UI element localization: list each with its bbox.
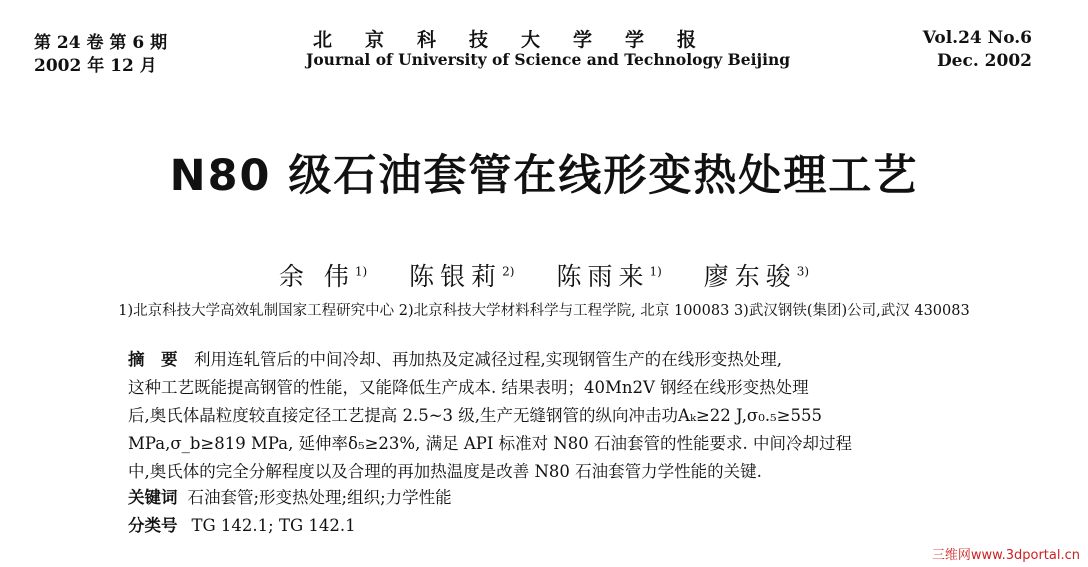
author-name: 陈雨来 — [556, 262, 650, 291]
author — [279, 257, 367, 293]
keywords-label: 关键词 — [128, 488, 178, 507]
classification-number — [128, 512, 356, 540]
abstract-line: 中,奥氏体的完全分解程度以及合理的再加热温度是改善 N80 石油套管力学性能的关键. — [128, 462, 762, 481]
classification-text: TG 142.1; TG 142.1 — [191, 516, 356, 535]
keywords — [128, 484, 452, 512]
volume-issue-en: Vol.24 No.6 — [922, 28, 1032, 48]
journal-name-cn: 北京科技大学学报 — [313, 29, 730, 51]
abstract-line: 这种工艺既能提高钢管的性能，又能降低生产成本. 结果表明；40Mn2V 钢经在线形变热处理 — [128, 378, 809, 397]
affiliation-mark: 1) — [354, 264, 368, 279]
abstract-label: 摘 要 — [128, 350, 178, 369]
affiliation-mark: 3) — [796, 264, 810, 279]
author — [409, 257, 514, 293]
author — [556, 257, 661, 293]
author-name: 陈银莉 — [409, 262, 503, 291]
author — [704, 257, 809, 293]
journal-name-en: Journal of University of Science and Technology Beijing — [306, 50, 791, 69]
classification-label: 分类号 — [128, 516, 178, 535]
keywords-text: 石油套管;形变热处理;组织;力学性能 — [187, 488, 452, 507]
affiliation-mark: 1) — [649, 264, 662, 279]
abstract-text: 利用连轧管后的中间冷却、再加热及定减径过程,实现钢管生产的在线形变热处理, — [194, 350, 782, 369]
affiliation-mark: 2) — [502, 264, 515, 279]
author-name: 余 伟 — [278, 262, 355, 291]
paper-title: N80 级石油套管在线形变热处理工艺 — [169, 151, 919, 201]
author-name: 廖东骏 — [703, 262, 797, 291]
affiliations: 1)北京科技大学高效轧制国家工程研究中心 2)北京科技大学材料科学与工程学院, 北京 100083 3)武汉钢铁(集团)公司,武汉 430083 — [118, 303, 970, 319]
abstract-line: MPa,σ_b≥819 MPa, 延伸率δ₅≥23%, 满足 API 标准对 N80 石油套管的性能要求. 中间冷却过程 — [128, 434, 853, 453]
volume-issue-cn: 第 24 卷 第 6 期 — [34, 33, 168, 53]
date-en: Dec. 2002 — [936, 51, 1032, 71]
watermark: 三维网www.3dportal.cn — [931, 548, 1080, 563]
author-list — [0, 257, 1088, 293]
abstract-line: 后,奥氏体晶粒度较直接定径工艺提高 2.5~3 级,生产无缝钢管的纵向冲击功Aₖ≥22 J,σ₀.₅≥555 — [128, 406, 822, 425]
abstract-line — [128, 346, 944, 374]
abstract — [128, 346, 944, 486]
date-cn: 2002 年 12 月 — [34, 56, 157, 76]
